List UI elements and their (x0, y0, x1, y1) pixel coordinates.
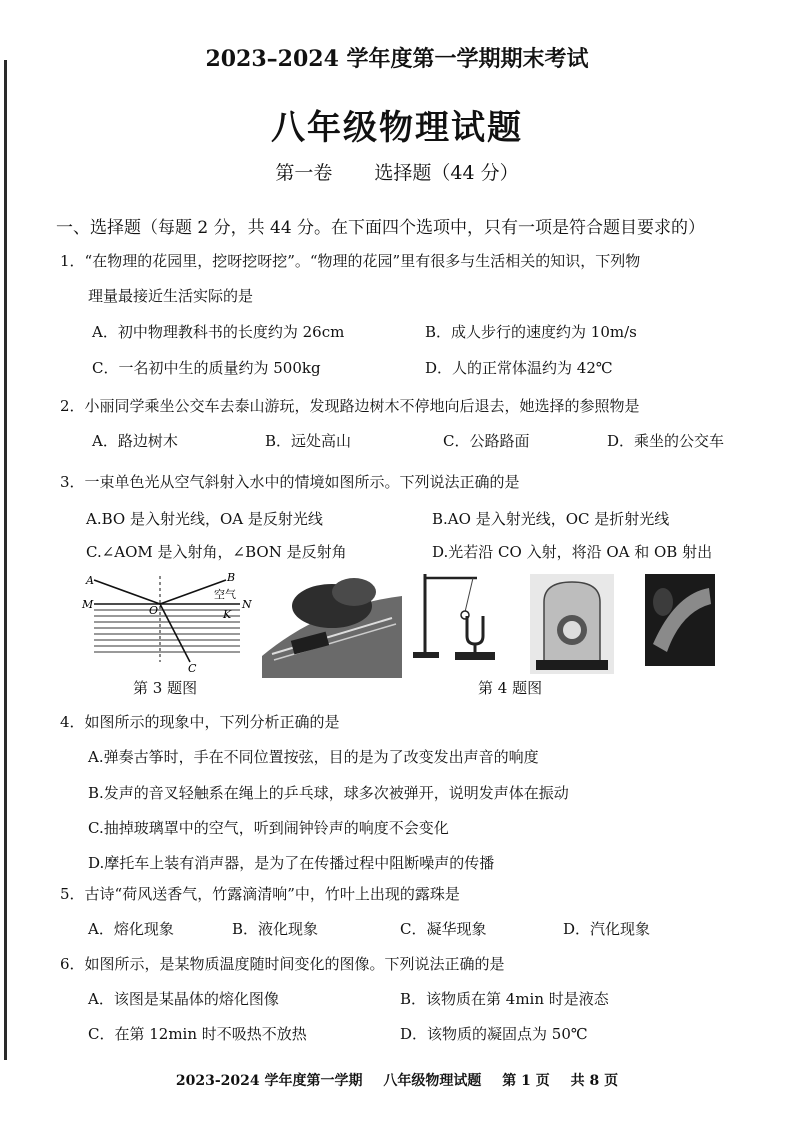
question-3-option-d: D.光若沿 CO 入射，将沿 OA 和 OB 射出 (432, 543, 713, 561)
question-2-option-b: B．远处高山 (265, 432, 352, 450)
question-1-option-d: D．人的正常体温约为 42℃ (425, 359, 613, 377)
question-3-option-a: A.BO 是入射光线，OA 是反射光线 (86, 510, 323, 528)
question-6-option-a: A．该图是某晶体的熔化图像 (88, 990, 279, 1008)
question-3-stem: 3．一束单色光从空气斜射入水中的情境如图所示。下列说法正确的是 (60, 473, 520, 491)
page-scan-edge (4, 60, 7, 1060)
question-4-option-b: B.发声的音叉轻触系在绳上的乒乓球，球多次被弹开，说明发声体在振动 (88, 784, 569, 802)
exam-title: 2023–2024 学年度第一学期期末考试 (205, 46, 589, 72)
ray-ao (94, 580, 160, 604)
question-6-option-d: D．该物质的凝固点为 50℃ (400, 1025, 588, 1043)
question-1-stem-cont: 理量最接近生活实际的是 (88, 287, 254, 305)
label-c: C (188, 662, 197, 675)
motorcycle-muffler-photo (645, 574, 715, 666)
page-footer (0, 1070, 794, 1090)
question-2-option-d: D．乘坐的公交车 (607, 432, 725, 450)
footer-subject: 八年级物理试题 (383, 1073, 482, 1089)
question-1-option-c: C．一名初中生的质量约为 500kg (92, 359, 321, 377)
question-6-stem: 6．如图所示，是某物质温度随时间变化的图像。下列说法正确的是 (60, 955, 505, 973)
label-m: M (82, 598, 94, 611)
label-k: K (223, 608, 232, 621)
question-4-option-a: A.弹奏古筝时，手在不同位置按弦，目的是为了改变发出声音的响度 (88, 748, 539, 766)
label-b: B (227, 571, 236, 584)
figure-3-caption: 第 3 题图 (133, 679, 198, 697)
figure-3-refraction-diagram (80, 570, 250, 675)
question-2-option-c: C．公路路面 (443, 432, 530, 450)
label-air: 空气 (214, 588, 236, 601)
main-title: 八年级物理试题 (271, 108, 523, 148)
footer-total-pages: 共 8 页 (570, 1073, 619, 1089)
question-5-option-d: D．汽化现象 (563, 920, 651, 938)
footer-page-number: 第 1 页 (502, 1073, 550, 1089)
question-5-option-c: C．凝华现象 (400, 920, 487, 938)
question-5-option-a: A．熔化现象 (88, 920, 174, 938)
question-6-option-c: C．在第 12min 时不吸热不放热 (88, 1025, 307, 1043)
tuning-fork-apparatus (405, 566, 517, 666)
question-1-option-b: B．成人步行的速度约为 10m/s (425, 323, 637, 341)
volume-label: 第一卷 (275, 162, 333, 184)
bell-jar-alarm-photo (530, 574, 614, 674)
question-4-stem: 4．如图所示的现象中，下列分析正确的是 (60, 713, 340, 731)
question-2-option-a: A．路边树木 (92, 432, 178, 450)
guzheng-photo (262, 566, 402, 678)
label-o: O (149, 604, 159, 617)
question-3-option-b: B.AO 是入射光线，OC 是折射光线 (432, 510, 670, 528)
question-1-stem: 1．“在物理的花园里，挖呀挖呀挖”。“物理的花园”里有很多与生活相关的知识，下列物 (60, 252, 641, 270)
question-3-option-c: C.∠AOM 是入射角，∠BON 是反射角 (86, 543, 347, 561)
figure-4-caption: 第 4 题图 (478, 679, 543, 697)
label-n: N (242, 598, 252, 611)
question-6-option-b: B．该物质在第 4min 时是液态 (400, 990, 609, 1008)
footer-term: 2023-2024 学年度第一学期 (175, 1073, 363, 1089)
label-a: A (86, 574, 94, 587)
question-2-stem: 2．小丽同学乘坐公交车去泰山游玩，发现路边树木不停地向后退去，她选择的参照物是 (60, 397, 640, 415)
question-4-option-c: C.抽掉玻璃罩中的空气，听到闹钟铃声的响度不会变化 (88, 819, 449, 837)
ray-oc (160, 604, 190, 662)
question-1-option-a: A．初中物理教科书的长度约为 26cm (92, 323, 345, 341)
volume-title: 选择题（44 分） (374, 162, 519, 184)
section-heading: 一、选择题（每题 2 分，共 44 分。在下面四个选项中，只有一项是符合题目要求的） (56, 218, 706, 238)
question-5-option-b: B．液化现象 (232, 920, 319, 938)
question-4-option-d: D.摩托车上装有消声器，是为了在传播过程中阻断噪声的传播 (88, 854, 495, 872)
question-5-stem: 5．古诗“荷风送香气，竹露滴清响”中，竹叶上出现的露珠是 (60, 885, 460, 903)
volume-heading (0, 158, 794, 185)
